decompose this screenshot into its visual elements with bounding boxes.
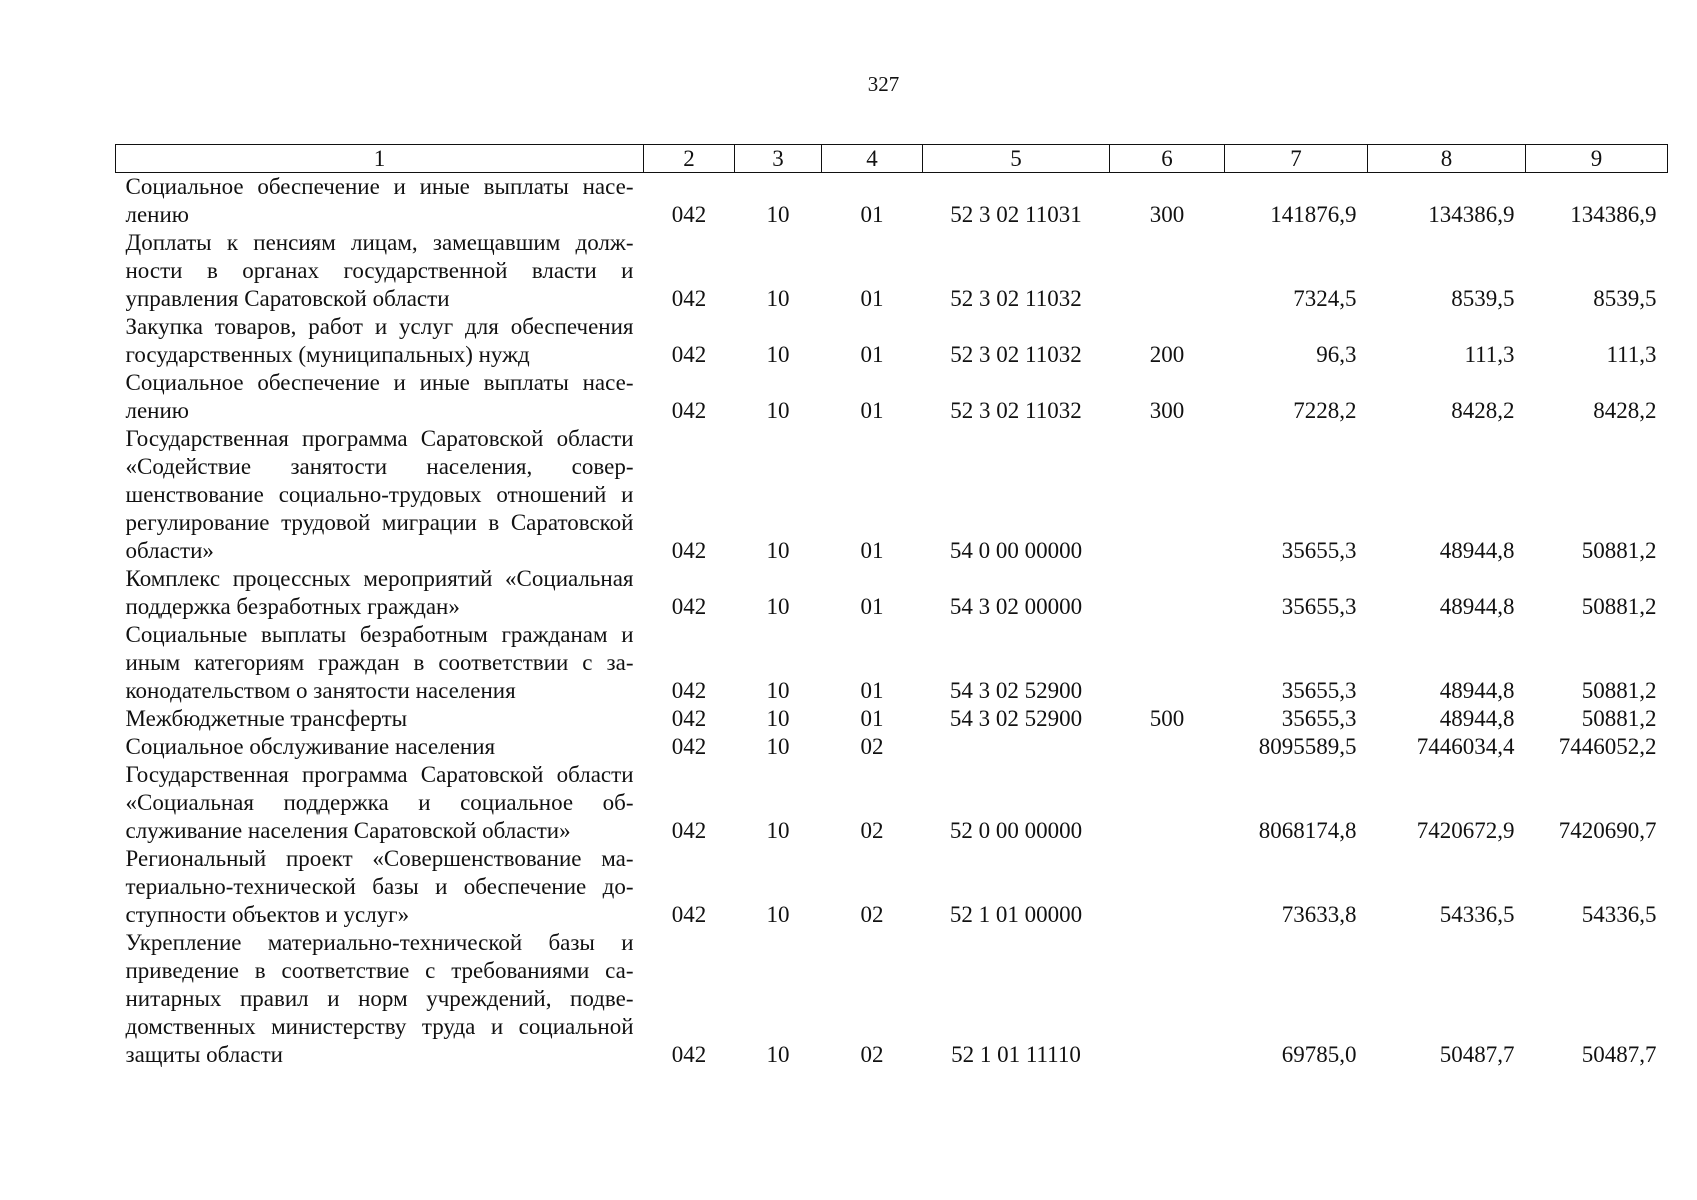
expense-type-cell	[1110, 425, 1225, 565]
section-code-cell: 10	[766, 678, 790, 703]
amount-year2-cell: 111,3	[1464, 342, 1515, 367]
table-row	[116, 425, 1668, 565]
page-number: 327	[867, 72, 900, 96]
table-row	[116, 621, 1668, 705]
row-name-cell: Государственная программа Саратовской области «Социальная поддержка и социальное обслуживание населения Саратовской области»	[125, 762, 634, 843]
column-header: 8	[1368, 145, 1526, 173]
table-row	[116, 313, 1668, 369]
section-code-cell: 10	[766, 902, 790, 927]
expense-type-cell	[1110, 565, 1225, 621]
expense-type-cell	[1110, 621, 1225, 705]
subsection-code-cell: 01	[860, 678, 884, 703]
target-article-cell: 54 3 02 00000	[949, 594, 1083, 619]
subsection-code-cell: 01	[860, 398, 884, 423]
section-code-cell: 10	[766, 286, 790, 311]
grbs-code-cell: 042	[671, 286, 707, 311]
column-header: 4	[822, 145, 923, 173]
table-row	[116, 845, 1668, 929]
subsection-code-cell: 02	[860, 902, 884, 927]
grbs-code-cell: 042	[671, 678, 707, 703]
amount-year1-cell: 8068174,8	[1258, 818, 1357, 843]
grbs-code-cell: 042	[671, 538, 707, 563]
target-article-cell: 54 3 02 52900	[949, 678, 1083, 703]
amount-year2-cell: 8428,2	[1451, 398, 1515, 423]
row-name-cell: Социальное обеспечение и иные выплаты населению	[125, 370, 634, 423]
column-header: 2	[644, 145, 735, 173]
column-header: 5	[923, 145, 1110, 173]
section-code-cell: 10	[766, 202, 790, 227]
table-row	[116, 705, 1668, 733]
amount-year1-cell: 35655,3	[1281, 706, 1357, 731]
grbs-code-cell: 042	[671, 202, 707, 227]
column-header: 9	[1526, 145, 1668, 173]
grbs-code-cell: 042	[671, 342, 707, 367]
amount-year2-cell: 48944,8	[1439, 678, 1515, 703]
amount-year3-cell: 134386,9	[1570, 202, 1657, 227]
expense-type-cell: 300	[1149, 398, 1185, 423]
amount-year3-cell: 8539,5	[1593, 286, 1657, 311]
amount-year1-cell: 7324,5	[1293, 286, 1357, 311]
amount-year3-cell: 8428,2	[1593, 398, 1657, 423]
amount-year3-cell: 54336,5	[1581, 902, 1657, 927]
section-code-cell: 10	[766, 734, 790, 759]
grbs-code-cell: 042	[671, 818, 707, 843]
row-name-cell: Межбюджетные трансферты	[125, 706, 408, 731]
amount-year2-cell: 7446034,4	[1416, 734, 1515, 759]
subsection-code-cell: 01	[860, 594, 884, 619]
amount-year3-cell: 7446052,2	[1558, 734, 1657, 759]
subsection-code-cell: 01	[860, 202, 884, 227]
section-code-cell: 10	[766, 818, 790, 843]
amount-year1-cell: 73633,8	[1281, 902, 1357, 927]
row-name-cell: Укрепление материально-технической базы и приведение в соответствие с требованиями санитарных правил и норм учреждений, подведомственных министерству труда и социальной защиты области	[125, 930, 634, 1067]
row-name-cell: Социальное обеспечение и иные выплаты населению	[125, 174, 634, 227]
row-name-cell: Комплекс процессных мероприятий «Социальная поддержка безработных граждан»	[125, 566, 634, 619]
section-code-cell: 10	[766, 706, 790, 731]
subsection-code-cell: 01	[860, 706, 884, 731]
amount-year3-cell: 50881,2	[1581, 706, 1657, 731]
table-row	[116, 369, 1668, 425]
target-article-cell: 52 1 01 11110	[951, 1042, 1081, 1067]
target-article-cell: 54 0 00 00000	[949, 538, 1083, 563]
subsection-code-cell: 01	[860, 342, 884, 367]
expense-type-cell: 200	[1149, 342, 1185, 367]
grbs-code-cell: 042	[671, 734, 707, 759]
target-article-cell: 52 3 02 11032	[950, 286, 1082, 311]
subsection-code-cell: 02	[860, 1042, 884, 1067]
expense-type-cell	[1110, 761, 1225, 845]
amount-year1-cell: 35655,3	[1281, 594, 1357, 619]
target-article-cell: 52 3 02 11032	[950, 398, 1082, 423]
grbs-code-cell: 042	[671, 1042, 707, 1067]
subsection-code-cell: 02	[860, 734, 884, 759]
grbs-code-cell: 042	[671, 706, 707, 731]
expense-type-cell: 300	[1149, 202, 1185, 227]
amount-year1-cell: 96,3	[1316, 342, 1357, 367]
amount-year2-cell: 48944,8	[1439, 594, 1515, 619]
expense-type-cell	[1110, 845, 1225, 929]
expense-type-cell	[1110, 229, 1225, 313]
expense-type-cell	[1110, 929, 1225, 1069]
subsection-code-cell: 02	[860, 818, 884, 843]
amount-year3-cell: 111,3	[1606, 342, 1657, 367]
target-article-cell	[923, 733, 1110, 761]
section-code-cell: 10	[766, 342, 790, 367]
section-code-cell: 10	[766, 398, 790, 423]
subsection-code-cell: 01	[860, 538, 884, 563]
section-code-cell: 10	[766, 1042, 790, 1067]
amount-year3-cell: 50881,2	[1581, 538, 1657, 563]
amount-year2-cell: 134386,9	[1428, 202, 1515, 227]
amount-year2-cell: 7420672,9	[1416, 818, 1515, 843]
amount-year3-cell: 7420690,7	[1558, 818, 1657, 843]
amount-year2-cell: 50487,7	[1439, 1042, 1515, 1067]
column-number-row	[116, 145, 1668, 173]
table-row	[116, 761, 1668, 845]
budget-table	[115, 144, 1668, 1069]
column-header: 1	[116, 145, 644, 173]
table-row	[116, 229, 1668, 313]
amount-year1-cell: 35655,3	[1281, 678, 1357, 703]
target-article-cell: 52 1 01 00000	[949, 902, 1083, 927]
target-article-cell: 52 3 02 11032	[950, 342, 1082, 367]
grbs-code-cell: 042	[671, 594, 707, 619]
table-row	[116, 173, 1668, 230]
table-header	[116, 145, 1668, 173]
row-name-cell: Социальное обслуживание населения	[125, 734, 496, 759]
amount-year3-cell: 50881,2	[1581, 594, 1657, 619]
column-header: 3	[735, 145, 822, 173]
amount-year2-cell: 48944,8	[1439, 538, 1515, 563]
row-name-cell: Закупка товаров, работ и услуг для обеспечения государственных (муниципальных) нужд	[125, 314, 634, 367]
amount-year1-cell: 7228,2	[1293, 398, 1357, 423]
amount-year1-cell: 69785,0	[1281, 1042, 1357, 1067]
amount-year1-cell: 8095589,5	[1258, 734, 1357, 759]
table-row	[116, 733, 1668, 761]
target-article-cell: 52 0 00 00000	[949, 818, 1083, 843]
row-name-cell: Региональный проект «Совершенствование материально-технической базы и обеспечение доступности объектов и услуг»	[125, 846, 634, 927]
table-body	[116, 173, 1668, 1070]
amount-year2-cell: 8539,5	[1451, 286, 1515, 311]
amount-year2-cell: 48944,8	[1439, 706, 1515, 731]
row-name-cell: Доплаты к пенсиям лицам, замещавшим должности в органах государственной власти и управления Саратовской области	[125, 230, 634, 311]
amount-year2-cell: 54336,5	[1439, 902, 1515, 927]
grbs-code-cell: 042	[671, 902, 707, 927]
target-article-cell: 54 3 02 52900	[949, 706, 1083, 731]
amount-year1-cell: 35655,3	[1281, 538, 1357, 563]
section-code-cell: 10	[766, 594, 790, 619]
amount-year3-cell: 50487,7	[1581, 1042, 1657, 1067]
target-article-cell: 52 3 02 11031	[950, 202, 1082, 227]
amount-year1-cell: 141876,9	[1270, 202, 1357, 227]
row-name-cell: Государственная программа Саратовской области «Содействие занятости населения, совершенствование социально-трудовых отношений и регулирование трудовой миграции в Саратовской области»	[125, 426, 634, 563]
section-code-cell: 10	[766, 538, 790, 563]
row-name-cell: Социальные выплаты безработным гражданам и иным категориям граждан в соответствии с законодательством о занятости населения	[125, 622, 634, 703]
amount-year3-cell: 50881,2	[1581, 678, 1657, 703]
column-header: 7	[1225, 145, 1368, 173]
subsection-code-cell: 01	[860, 286, 884, 311]
expense-type-cell: 500	[1149, 706, 1185, 731]
table-row	[116, 565, 1668, 621]
column-header: 6	[1110, 145, 1225, 173]
grbs-code-cell: 042	[671, 398, 707, 423]
expense-type-cell	[1110, 733, 1225, 761]
table-row	[116, 929, 1668, 1069]
